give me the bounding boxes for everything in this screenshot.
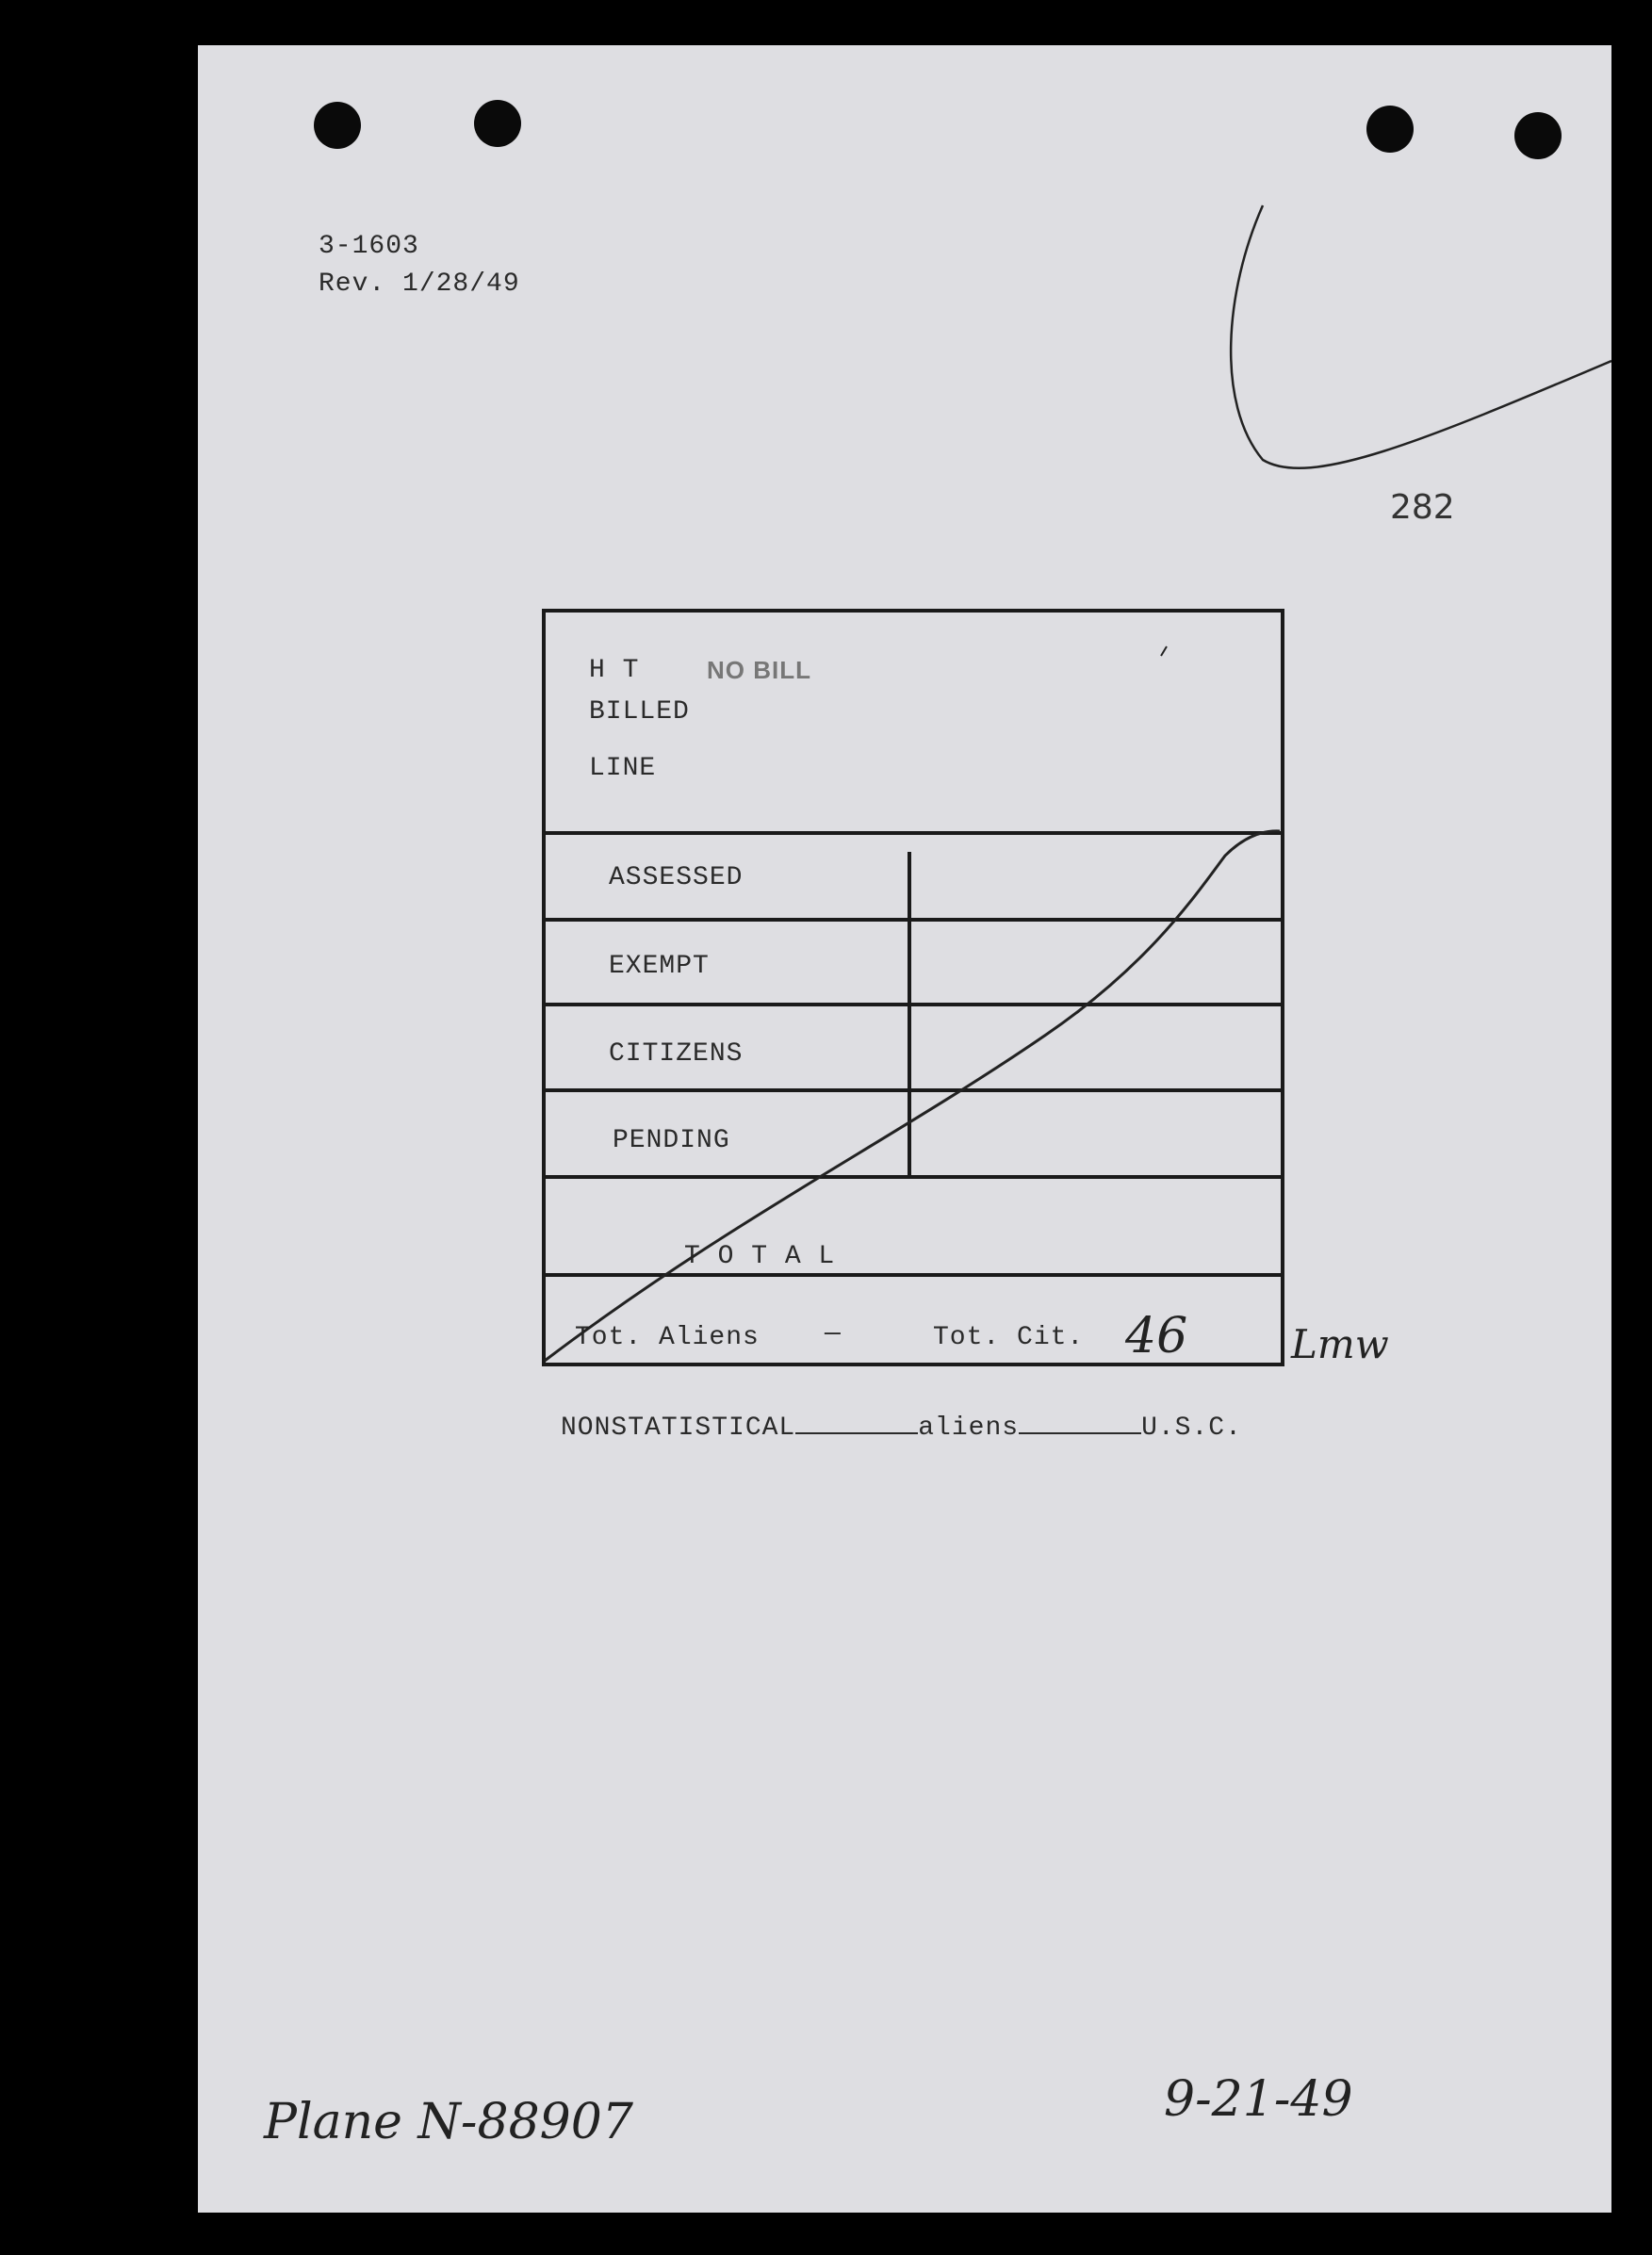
tot-cit-value: 46 bbox=[1125, 1308, 1188, 1364]
aliens-label: aliens bbox=[918, 1413, 1020, 1443]
cross-out-stroke bbox=[545, 831, 1280, 1361]
plane-number: Plane N-88907 bbox=[264, 2094, 633, 2150]
assessed-label: ASSESSED bbox=[609, 863, 744, 892]
citizens-label: CITIZENS bbox=[609, 1039, 744, 1069]
tick-mark bbox=[1161, 646, 1167, 656]
no-bill-stamp: NO BILL bbox=[707, 656, 811, 684]
exempt-label: EXEMPT bbox=[609, 952, 710, 981]
tot-cit-label: Tot. Cit. bbox=[933, 1323, 1085, 1352]
document-page bbox=[198, 45, 1611, 2213]
tot-aliens-value: — bbox=[825, 1319, 842, 1348]
page-number: 282 bbox=[1390, 488, 1455, 527]
pending-label: PENDING bbox=[613, 1126, 730, 1155]
curved-pen-mark bbox=[1231, 205, 1611, 468]
nonstatistical-label: NONSTATISTICAL bbox=[561, 1413, 796, 1443]
handwritten-date: 9-21-49 bbox=[1164, 2071, 1353, 2128]
ht-label: H T bbox=[589, 656, 640, 685]
tot-aliens-label: Tot. Aliens bbox=[575, 1323, 760, 1352]
billed-label: BILLED bbox=[589, 697, 690, 727]
total-label: T O T A L bbox=[684, 1242, 836, 1271]
form-number: 3-1603 bbox=[319, 232, 419, 261]
pen-strokes bbox=[198, 45, 1611, 2213]
line-label: LINE bbox=[589, 754, 657, 783]
initials: Lmw bbox=[1291, 1321, 1389, 1367]
usc-label: U.S.C. bbox=[1141, 1413, 1242, 1443]
revision-date: Rev. 1/28/49 bbox=[319, 270, 520, 299]
